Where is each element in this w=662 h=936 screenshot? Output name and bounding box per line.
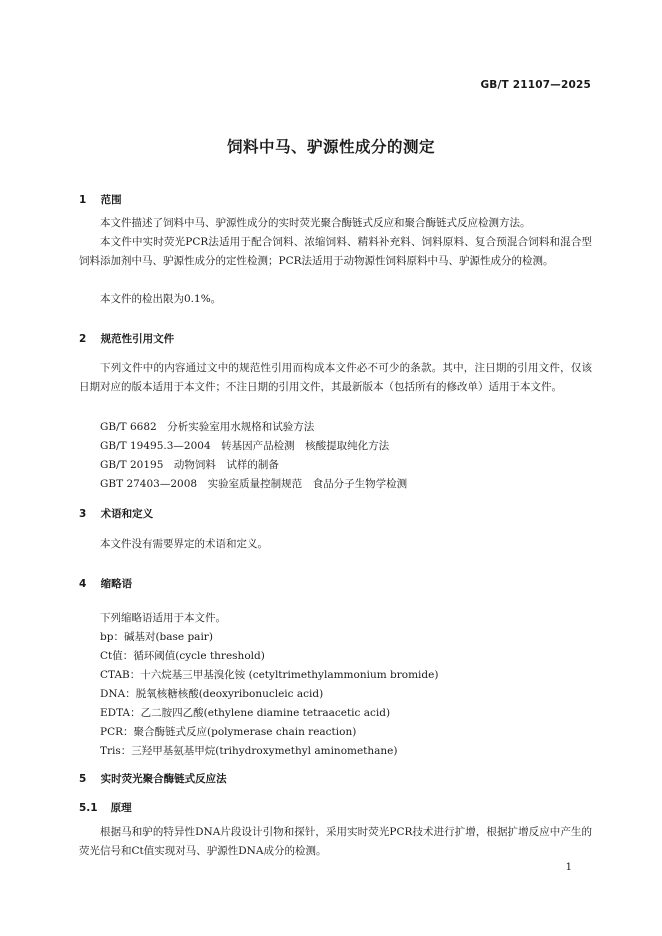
document-title: 饲料中马、驴源性成分的测定 <box>226 138 435 156</box>
reference-item: GB/T 19495.3—2004 转基因产品检测 核酸提取纯化方法 <box>100 440 390 452</box>
section-title: 范围 <box>100 194 122 206</box>
abbrev-item: CTAB：十六烷基三甲基溴化铵 (cetyltrimethylammonium bromide) <box>100 669 439 681</box>
principle-paragraph: 根据马和驴的特异性DNA片段设计引物和探针，采用实时荧光PCR技术进行扩增，根据扩增反应中产生的荧光信号和Ct值实现对马、驴源性DNA成分的检测。 <box>79 826 592 857</box>
section-number: 3 <box>79 508 87 520</box>
section-number: 2 <box>79 333 87 345</box>
abbrev-item: PCR：聚合酶链式反应(polymerase chain reaction) <box>100 726 357 738</box>
page-number: 1 <box>565 862 572 873</box>
abbrev-intro: 下列缩略语适用于本文件。 <box>100 612 226 624</box>
reference-item: GB/T 20195 动物饲料 试样的制备 <box>100 459 279 471</box>
section-title: 规范性引用文件 <box>100 333 175 345</box>
reference-item: GB/T 6682 分析实验室用水规格和试验方法 <box>100 421 315 433</box>
section-title: 实时荧光聚合酶链式反应法 <box>100 773 227 785</box>
scope-paragraph-2: 本文件中实时荧光PCR法适用于配合饲料、浓缩饲料、精料补充料、饲料原料、复合预混合饲料和混合型饲料添加剂中马、驴源性成分的定性检测；PCR法适用于动物源性饲料原料中马、驴源性成分的检测。 <box>79 236 592 267</box>
section-number: 5 <box>79 773 87 785</box>
section-title: 术语和定义 <box>100 508 154 520</box>
normative-refs-intro: 下列文件中的内容通过文中的规范性引用而构成本文件必不可少的条款。其中，注日期的引用文件，仅该日期对应的版本适用于本文件；不注日期的引用文件，其最新版本（包括所有的修改单）适用于本文件。 <box>79 362 592 393</box>
section-number: 5.1 <box>79 802 98 814</box>
section-title: 缩略语 <box>100 578 133 590</box>
section-heading-abbrev <box>79 576 132 591</box>
subsection-heading-principle <box>79 800 132 815</box>
section-heading-realtime-pcr <box>79 771 227 786</box>
section-heading-normative-refs <box>79 331 174 346</box>
section-heading-scope <box>79 192 122 207</box>
abbrev-item: EDTA：乙二胺四乙酸(ethylene diamine tetraacetic acid) <box>100 707 391 719</box>
section-number: 1 <box>79 194 87 206</box>
reference-item: GBT 27403—2008 实验室质量控制规范 食品分子生物学检测 <box>100 478 408 490</box>
section-title: 原理 <box>110 802 132 814</box>
scope-paragraph-3: 本文件的检出限为0.1%。 <box>100 293 222 305</box>
abbrev-item: DNA：脱氧核糖核酸(deoxyribonucleic acid) <box>100 688 324 700</box>
abbrev-item: Ct值：循环阈值(cycle threshold) <box>100 650 265 662</box>
standard-code: GB/T 21107—2025 <box>480 79 591 91</box>
section-number: 4 <box>79 578 87 590</box>
terms-paragraph: 本文件没有需要界定的术语和定义。 <box>100 538 268 550</box>
abbrev-item: Tris：三羟甲基氨基甲烷(trihydroxymethyl aminomethane) <box>100 745 398 757</box>
abbrev-item: bp：碱基对(base pair) <box>100 631 213 643</box>
scope-paragraph-1: 本文件描述了饲料中马、驴源性成分的实时荧光聚合酶链式反应和聚合酶链式反应检测方法。 <box>100 217 531 229</box>
section-heading-terms <box>79 506 153 521</box>
